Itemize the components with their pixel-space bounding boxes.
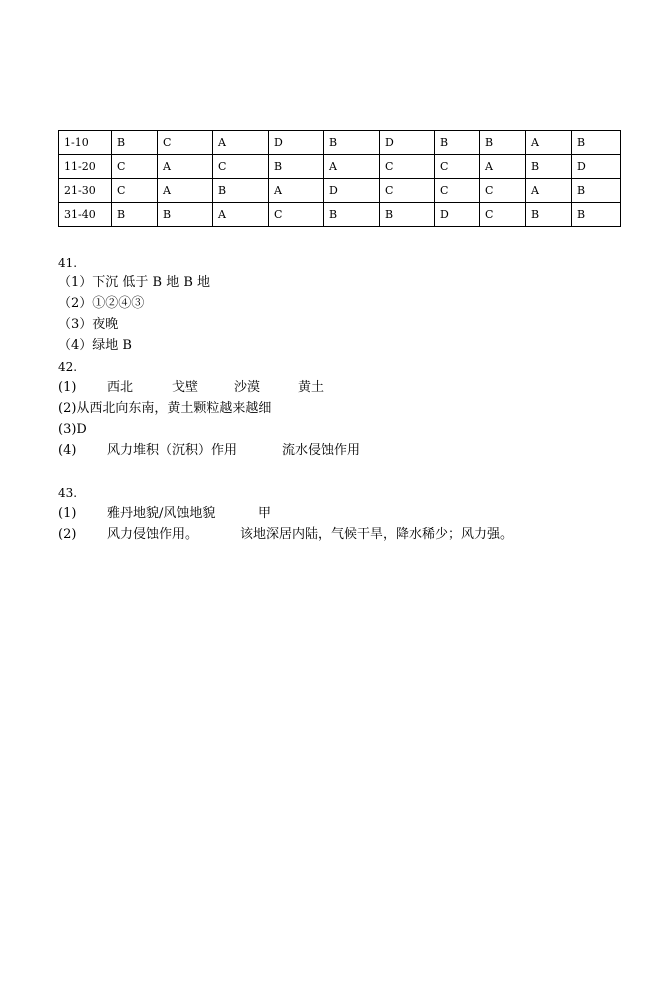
question-range-cell: 31-40 <box>59 203 112 227</box>
table-row <box>59 203 621 227</box>
answer-cell: C <box>112 179 158 203</box>
answer-cell: B <box>324 131 380 155</box>
q42-answer-4-part-2: 流水侵蚀作用 <box>282 443 361 458</box>
question-range-cell: 21-30 <box>59 179 112 203</box>
answer-cell: B <box>269 155 324 179</box>
answer-cell: B <box>158 203 213 227</box>
q42-answer-4-part-1: 风力堆积（沉积）作用 <box>107 443 238 458</box>
answer-cell: C <box>480 179 526 203</box>
answer-cell: B <box>572 179 621 203</box>
answer-cell: C <box>435 155 480 179</box>
answer-cell: A <box>213 131 269 155</box>
answer-cell: C <box>158 131 213 155</box>
question-range-cell: 11-20 <box>59 155 112 179</box>
q43-answer-2-part-1: 风力侵蚀作用。 <box>107 527 199 542</box>
answer-cell: A <box>526 179 572 203</box>
q42-answer-3: (3)D <box>58 422 87 437</box>
table-row <box>59 155 621 179</box>
answer-cell: A <box>158 179 213 203</box>
q43-answer-2-part-2: 该地深居内陆，气候干旱，降水稀少；风力强。 <box>240 527 514 542</box>
answer-cell: B <box>526 203 572 227</box>
answer-cell: A <box>526 131 572 155</box>
answer-cell: C <box>380 155 435 179</box>
answer-cell: B <box>572 203 621 227</box>
q43-answer-2-label: (2) <box>58 527 77 542</box>
q41-answer-3: （3）夜晚 <box>58 317 119 332</box>
answer-cell: A <box>324 155 380 179</box>
q42-answer-2: (2)从西北向东南，黄土颗粒越来越细 <box>58 401 272 416</box>
q42-answer-1-part-2: 戈壁 <box>172 380 199 395</box>
answer-cell: B <box>526 155 572 179</box>
question-range-cell: 1-10 <box>59 131 112 155</box>
answer-cell: A <box>158 155 213 179</box>
answer-cell: C <box>213 155 269 179</box>
q41-answer-1: （1）下沉 低于 B 地 B 地 <box>58 275 211 290</box>
answer-cell: B <box>324 203 380 227</box>
answer-cell: C <box>435 179 480 203</box>
answer-cell: B <box>213 179 269 203</box>
answer-cell: C <box>380 179 435 203</box>
answer-cell: B <box>112 131 158 155</box>
q43-answer-1-part-1: 雅丹地貌/风蚀地貌 <box>107 506 216 521</box>
q42-answer-1-part-1: 西北 <box>107 380 134 395</box>
q43-answer-1-part-2: 甲 <box>258 506 272 521</box>
answer-cell: B <box>380 203 435 227</box>
q42-answer-1-part-4: 黄土 <box>298 380 325 395</box>
q41-answer-2: （2）①②④③ <box>58 296 145 311</box>
q42-answer-1-label: (1) <box>58 380 77 395</box>
answer-cell: B <box>435 131 480 155</box>
answer-cell: C <box>480 203 526 227</box>
q42-number: 42. <box>58 360 78 374</box>
q42-answer-1-part-3: 沙漠 <box>234 380 261 395</box>
answer-cell: D <box>572 155 621 179</box>
answer-cell: C <box>269 203 324 227</box>
table-row <box>59 179 621 203</box>
answer-cell: D <box>435 203 480 227</box>
answer-cell: D <box>324 179 380 203</box>
q43-number: 43. <box>58 486 78 500</box>
answer-cell: C <box>112 155 158 179</box>
table-row <box>59 131 621 155</box>
q43-answer-1-label: (1) <box>58 506 77 521</box>
q42-answer-4-label: (4) <box>58 443 77 458</box>
answer-cell: A <box>213 203 269 227</box>
answer-cell: D <box>269 131 324 155</box>
answer-table-body <box>59 131 621 227</box>
q41-number: 41. <box>58 256 78 270</box>
answer-cell: D <box>380 131 435 155</box>
answer-table <box>58 130 621 227</box>
answer-cell: A <box>269 179 324 203</box>
answer-cell: A <box>480 155 526 179</box>
q41-answer-4: （4）绿地 B <box>58 338 132 353</box>
answer-cell: B <box>572 131 621 155</box>
answer-cell: B <box>480 131 526 155</box>
answer-cell: B <box>112 203 158 227</box>
